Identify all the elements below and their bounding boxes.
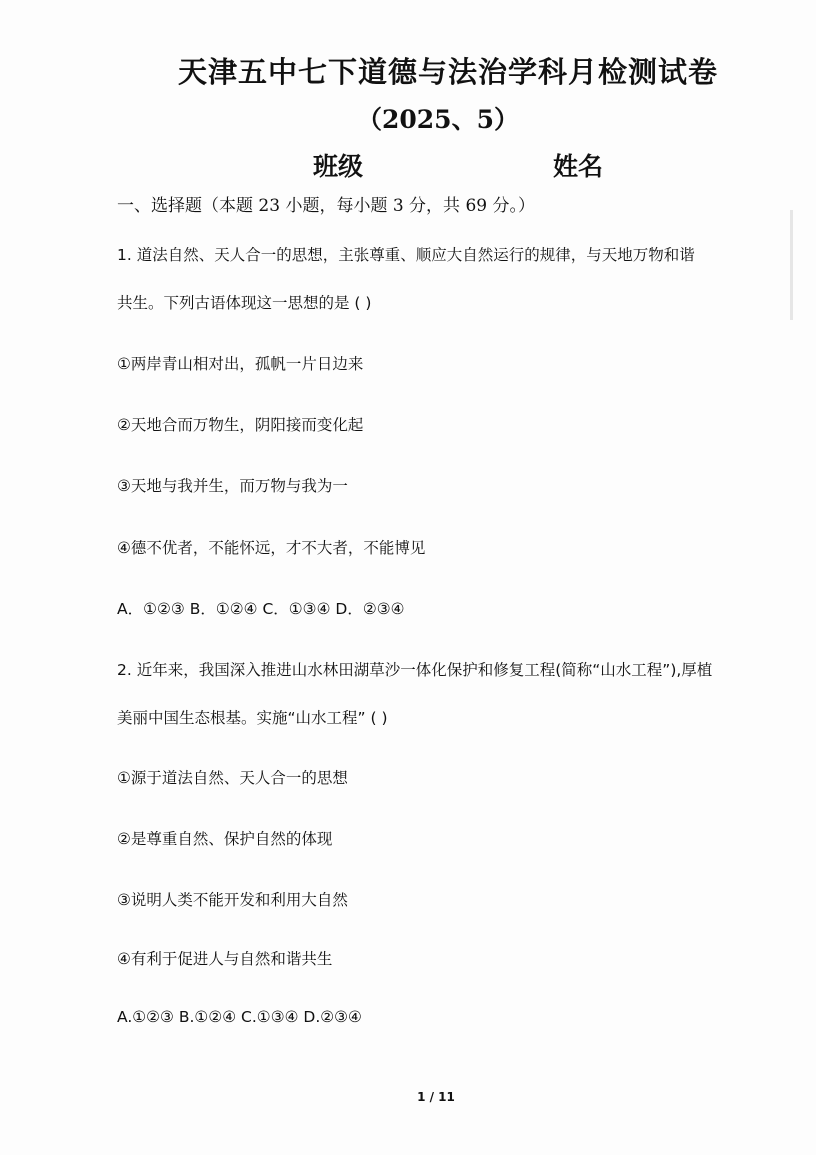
question-2-item-2: ②是尊重自然、保护自然的体现	[117, 830, 333, 848]
question-1-stem-line-1: 1. 道法自然、天人合一的思想，主张尊重、顺应大自然运行的规律，与天地万物和谐	[117, 246, 695, 264]
question-1-item-2: ②天地合而万物生，阴阳接而变化起	[117, 416, 364, 434]
exam-date: （2025、5）	[357, 105, 519, 134]
question-2-stem-line-2: 美丽中国生态根基。实施“山水工程” ( )	[117, 709, 388, 727]
page-number: 1 / 11	[417, 1090, 455, 1104]
question-2-item-3: ③说明人类不能开发和利用大自然	[117, 891, 348, 909]
question-1-options: A．①②③ B．①②④ C．①③④ D．②③④	[117, 600, 405, 618]
question-2-stem-line-1: 2. 近年来，我国深入推进山水林田湖草沙一体化保护和修复工程(简称“山水工程”),厚植	[117, 661, 713, 679]
question-1-item-1: ①两岸青山相对出，孤帆一片日边来	[117, 355, 364, 373]
question-1-item-3: ③天地与我并生，而万物与我为一	[117, 477, 348, 495]
question-1-item-4: ④德不优者，不能怀远，才不大者，不能博见	[117, 539, 426, 557]
class-label: 班级	[313, 152, 364, 181]
question-2-options: A.①②③ B.①②④ C.①③④ D.②③④	[117, 1008, 362, 1026]
question-2-item-4: ④有利于促进人与自然和谐共生	[117, 950, 333, 968]
name-label: 姓名	[553, 152, 604, 181]
exam-title: 天津五中七下道德与法治学科月检测试卷	[177, 55, 718, 89]
question-2-item-1: ①源于道法自然、天人合一的思想	[117, 769, 348, 787]
question-1-stem-line-2: 共生。下列古语体现这一思想的是 ( )	[117, 294, 372, 312]
section-heading: 一、选择题（本题 23 小题，每小题 3 分，共 69 分。）	[117, 196, 536, 216]
scan-edge-shadow	[790, 210, 793, 320]
